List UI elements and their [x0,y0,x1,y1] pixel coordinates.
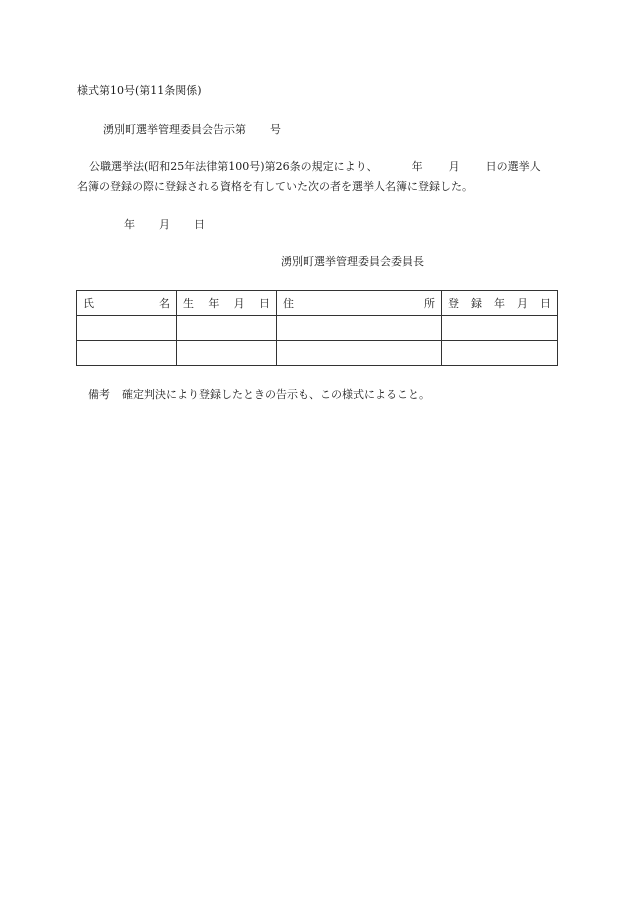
header-birthdate-char-1: 生 [183,297,194,310]
paragraph-year: 年 [411,160,423,173]
header-name-char-1: 氏 [83,297,94,310]
registration-table [76,290,558,366]
header-name-char-2: 名 [159,297,170,310]
notice-title [103,123,281,137]
table-row [77,341,558,366]
table-header-row [77,291,558,316]
header-address-char-1: 住 [283,297,294,310]
date-day: 日 [194,218,205,231]
remark-text: 確定判決により登録したときの告示も、この様式によること。 [122,388,430,401]
header-registration-char-5: 日 [540,297,551,310]
table-cell-birthdate [177,341,277,366]
header-registration-char-2: 録 [471,297,482,310]
paragraph-line-2: 名簿の登録の際に登録される資格を有していた次の者を選挙人名簿に登録した。 [77,180,473,193]
header-birthdate-char-3: 月 [233,297,245,310]
header-birthdate-char-2: 年 [208,297,220,310]
remark-label: 備考 [88,388,110,401]
paragraph-line-1-end: 日の選挙人 [485,160,541,173]
table-cell-address [277,341,442,366]
paragraph-line-1 [77,160,555,174]
date-year: 年 [124,218,135,231]
table-cell-registration-date [442,316,558,341]
paragraph-line-1-text: 公職選挙法(昭和25年法律第100号)第26条の規定により、 [89,160,378,173]
header-address-char-2: 所 [424,297,435,310]
header-birthdate [177,291,277,316]
header-address [277,291,442,316]
header-birthdate-char-4: 日 [258,297,270,310]
remark [88,388,430,402]
table-row [77,316,558,341]
table-cell-name [77,341,177,366]
table-cell-name [77,316,177,341]
table-cell-address [277,316,442,341]
date-line [124,218,205,232]
notice-title-text: 湧別町選挙管理委員会告示第 [103,123,246,136]
header-registration-date [442,291,558,316]
header-registration-char-4: 月 [517,297,528,310]
table-cell-birthdate [177,316,277,341]
date-month: 月 [159,218,170,231]
form-number: 様式第10号(第11条関係) [77,84,202,97]
signer-title: 湧別町選挙管理委員会委員長 [281,255,424,268]
paragraph-month: 月 [448,160,460,173]
table-cell-registration-date [442,341,558,366]
header-name [77,291,177,316]
notice-number-suffix: 号 [270,123,281,136]
header-registration-char-1: 登 [448,297,459,310]
header-registration-char-3: 年 [494,297,505,310]
